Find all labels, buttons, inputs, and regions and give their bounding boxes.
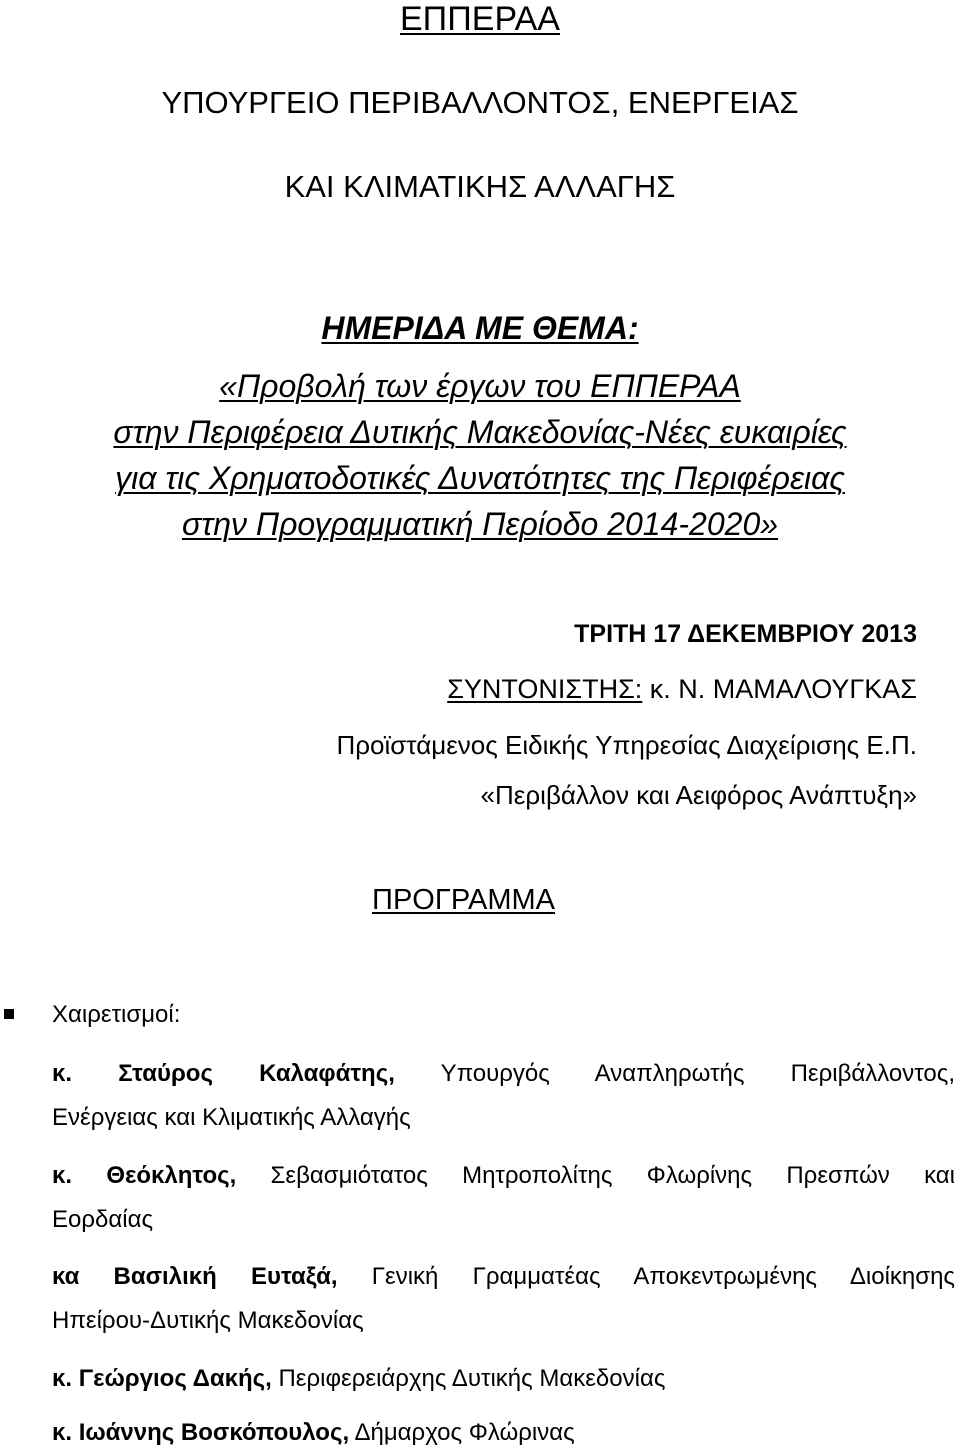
coordinator <box>447 676 917 703</box>
greeting-2-name: κ. Θεόκλητος, <box>52 1162 237 1189</box>
document-title: ΕΠΠΕΡΑΑ <box>400 0 560 38</box>
greeting-4-role-1: Περιφερειάρχης Δυτικής Μακεδονίας <box>271 1365 666 1392</box>
bullet-icon <box>4 1009 14 1019</box>
greeting-4-line-1 <box>52 1367 955 1391</box>
subject-line-3: για τις Χρηματοδοτικές Δυνατότητες της Περιφέρειας <box>115 460 845 496</box>
greetings-label: Χαιρετισμοί: <box>52 1001 181 1028</box>
greeting-2-role-1: Σεβασμιότατος Μητροπολίτης Φλωρίνης Πρεσπών και <box>236 1162 955 1189</box>
subject-line-1: «Προβολή των έργων του ΕΠΠΕΡΑΑ <box>219 368 741 404</box>
greeting-1-name: κ. Σταύρος Καλαφάτης, <box>52 1060 395 1087</box>
event-date: ΤΡΙΤΗ 17 ΔΕΚΕΜΒΡΙΟΥ 2013 <box>574 620 917 648</box>
greeting-1-role-2: Ενέργειας και Κλιματικής Αλλαγής <box>52 1104 411 1131</box>
subject-line-2: στην Περιφέρεια Δυτικής Μακεδονίας-Νέες ευκαιρίες <box>113 414 847 450</box>
coordinator-role-line-1: Προϊστάμενος Ειδικής Υπηρεσίας Διαχείρισης Ε.Π. <box>336 730 917 760</box>
coordinator-role-line-2: «Περιβάλλον και Αειφόρος Ανάπτυξη» <box>480 780 917 810</box>
greeting-3-line-1 <box>52 1265 955 1289</box>
coordinator-label: ΣΥΝΤΟΝΙΣΤΗΣ: <box>447 674 643 704</box>
greeting-2-line-1 <box>52 1164 955 1188</box>
greeting-5-role-1: Δήμαρχος Φλώρινας <box>349 1419 575 1446</box>
greeting-2-role-2: Εορδαίας <box>52 1206 154 1233</box>
subject-label: ΗΜΕΡΙΔΑ ΜΕ ΘΕΜΑ: <box>321 310 639 346</box>
greeting-5-name: κ. Ιωάννης Βοσκόπουλος, <box>52 1419 350 1446</box>
coordinator-name: κ. Ν. ΜΑΜΑΛΟΥΓΚΑΣ <box>642 674 917 704</box>
greeting-1-role-1: Υπουργός Αναπληρωτής Περιβάλλοντος, <box>394 1060 956 1087</box>
ministry-line-1: ΥΠΟΥΡΓΕΙΟ ΠΕΡΙΒΑΛΛΟΝΤΟΣ, ΕΝΕΡΓΕΙΑΣ <box>161 85 799 120</box>
greeting-4-name: κ. Γεώργιος Δακής, <box>52 1365 272 1392</box>
greeting-1-line-1 <box>52 1062 955 1086</box>
greeting-5-line-1 <box>52 1421 955 1445</box>
greeting-3-role-2: Ηπείρου-Δυτικής Μακεδονίας <box>52 1307 364 1334</box>
ministry-line-2: ΚΑΙ ΚΛΙΜΑΤΙΚΗΣ ΑΛΛΑΓΗΣ <box>284 169 676 204</box>
subject-line-4: στην Προγραμματική Περίοδο 2014-2020» <box>181 506 779 542</box>
program-heading: ΠΡΟΓΡΑΜΜΑ <box>372 884 556 916</box>
greeting-3-role-1: Γενική Γραμματέας Αποκεντρωμένης Διοίκησης <box>337 1263 955 1290</box>
greeting-3-name: κα Βασιλική Ευταξά, <box>52 1263 338 1290</box>
